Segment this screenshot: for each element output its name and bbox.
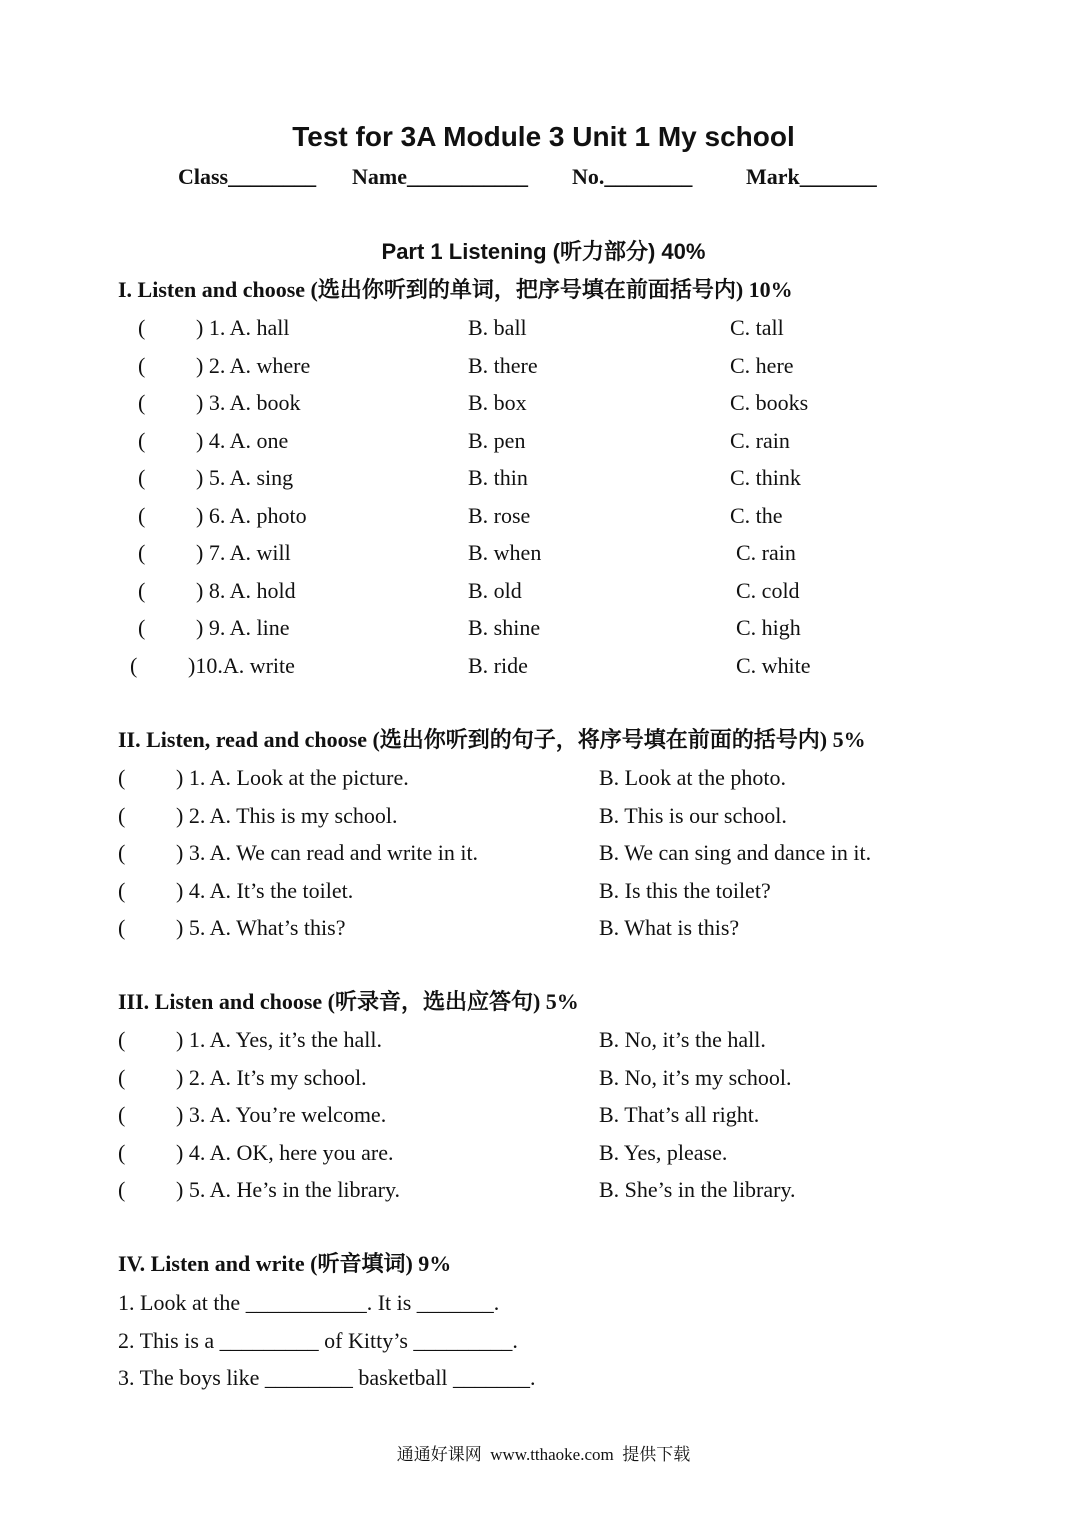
option-b: B. What is this? — [599, 915, 740, 940]
option-a: ) 5. A. He’s in the library. — [176, 1177, 401, 1202]
answer-bracket: ( — [118, 803, 126, 828]
option-c: C. tall — [730, 315, 784, 340]
answer-bracket: ( — [118, 1065, 126, 1090]
option-b: B. She’s in the library. — [599, 1177, 796, 1202]
option-b: B. old — [468, 578, 522, 603]
option-a: ) 4. A. one — [196, 428, 289, 453]
option-b: B. Is this the toilet? — [599, 878, 771, 903]
option-a: )10.A. write — [188, 653, 295, 678]
option-a: ) 4. A. OK, here you are. — [176, 1140, 394, 1165]
option-c: C. rain — [736, 540, 796, 565]
answer-bracket: ( — [138, 578, 146, 603]
option-c: C. high — [736, 615, 801, 640]
answer-bracket: ( — [118, 915, 126, 940]
part1-heading: Part 1 Listening (听力部分) 40% — [381, 239, 706, 264]
name-field: Name___________ — [352, 164, 528, 189]
answer-bracket: ( — [138, 503, 146, 528]
option-b: B. when — [468, 540, 542, 565]
option-a: ) 3. A. You’re welcome. — [176, 1102, 387, 1127]
answer-bracket: ( — [118, 840, 126, 865]
option-a: ) 6. A. photo — [196, 503, 307, 528]
option-b: B. ball — [468, 315, 527, 340]
option-a: ) 8. A. hold — [196, 578, 296, 603]
option-b: B. That’s all right. — [599, 1102, 760, 1127]
option-a: ) 5. A. sing — [196, 465, 294, 490]
option-b: B. No, it’s the hall. — [599, 1027, 766, 1052]
answer-bracket: ( — [118, 1140, 126, 1165]
option-a: ) 2. A. It’s my school. — [176, 1065, 367, 1090]
option-b: B. We can sing and dance in it. — [599, 840, 872, 865]
option-c: C. the — [730, 503, 783, 528]
number-field: No.________ — [572, 164, 693, 189]
option-b: B. shine — [468, 615, 541, 640]
fill-in-line: 1. Look at the ___________. It is _______. — [118, 1290, 500, 1315]
option-a: ) 1. A. Yes, it’s the hall. — [176, 1027, 382, 1052]
option-b: B. This is our school. — [599, 803, 787, 828]
option-a: ) 3. A. We can read and write in it. — [176, 840, 479, 865]
section2-heading: II. Listen, read and choose (选出你听到的句子，将序号填在前面的括号内) 5% — [118, 727, 866, 752]
option-b: B. Yes, please. — [599, 1140, 728, 1165]
option-c: C. think — [730, 465, 801, 490]
answer-bracket: ( — [118, 1027, 126, 1052]
option-a: ) 2. A. This is my school. — [176, 803, 398, 828]
option-b: B. box — [468, 390, 527, 415]
answer-bracket: ( — [118, 878, 126, 903]
answer-bracket: ( — [138, 465, 146, 490]
option-a: ) 7. A. will — [196, 540, 291, 565]
option-c: C. rain — [730, 428, 790, 453]
answer-bracket: ( — [118, 1177, 126, 1202]
option-c: C. white — [736, 653, 811, 678]
option-b: B. pen — [468, 428, 526, 453]
fill-in-line: 2. This is a _________ of Kitty’s _________. — [118, 1328, 518, 1353]
option-b: B. there — [468, 353, 538, 378]
option-a: ) 4. A. It’s the toilet. — [176, 878, 354, 903]
answer-bracket: ( — [130, 653, 138, 678]
section3-heading: III. Listen and choose (听录音，选出应答句) 5% — [118, 989, 579, 1014]
option-a: ) 1. A. Look at the picture. — [176, 765, 409, 790]
section4-heading: IV. Listen and write (听音填词) 9% — [118, 1251, 452, 1276]
option-a: ) 2. A. where — [196, 353, 311, 378]
option-a: ) 9. A. line — [196, 615, 290, 640]
option-a: ) 3. A. book — [196, 390, 301, 415]
section1-heading: I. Listen and choose (选出你听到的单词，把序号填在前面括号内) 10% — [118, 277, 793, 302]
page-title — [0, 123, 1087, 151]
answer-bracket: ( — [138, 428, 146, 453]
footer-source: 通通好课网 www.tthaoke.com 提供下载 — [396, 1445, 691, 1464]
answer-bracket: ( — [118, 1102, 126, 1127]
option-c: C. books — [730, 390, 809, 415]
option-b: B. No, it’s my school. — [599, 1065, 792, 1090]
option-b: B. ride — [468, 653, 528, 678]
option-b: B. thin — [468, 465, 528, 490]
option-b: B. Look at the photo. — [599, 765, 786, 790]
answer-bracket: ( — [138, 390, 146, 415]
fill-in-line: 3. The boys like ________ basketball _______. — [118, 1365, 536, 1390]
page-title-text: Test for 3A Module 3 Unit 1 My school — [292, 121, 795, 152]
option-c: C. here — [730, 353, 794, 378]
answer-bracket: ( — [138, 315, 146, 340]
class-field: Class________ — [178, 164, 317, 189]
mark-field: Mark_______ — [746, 164, 877, 189]
answer-bracket: ( — [138, 540, 146, 565]
answer-bracket: ( — [118, 765, 126, 790]
answer-bracket: ( — [138, 615, 146, 640]
answer-bracket: ( — [138, 353, 146, 378]
option-b: B. rose — [468, 503, 531, 528]
option-a: ) 5. A. What’s this? — [176, 915, 346, 940]
option-a: ) 1. A. hall — [196, 315, 290, 340]
option-c: C. cold — [736, 578, 800, 603]
